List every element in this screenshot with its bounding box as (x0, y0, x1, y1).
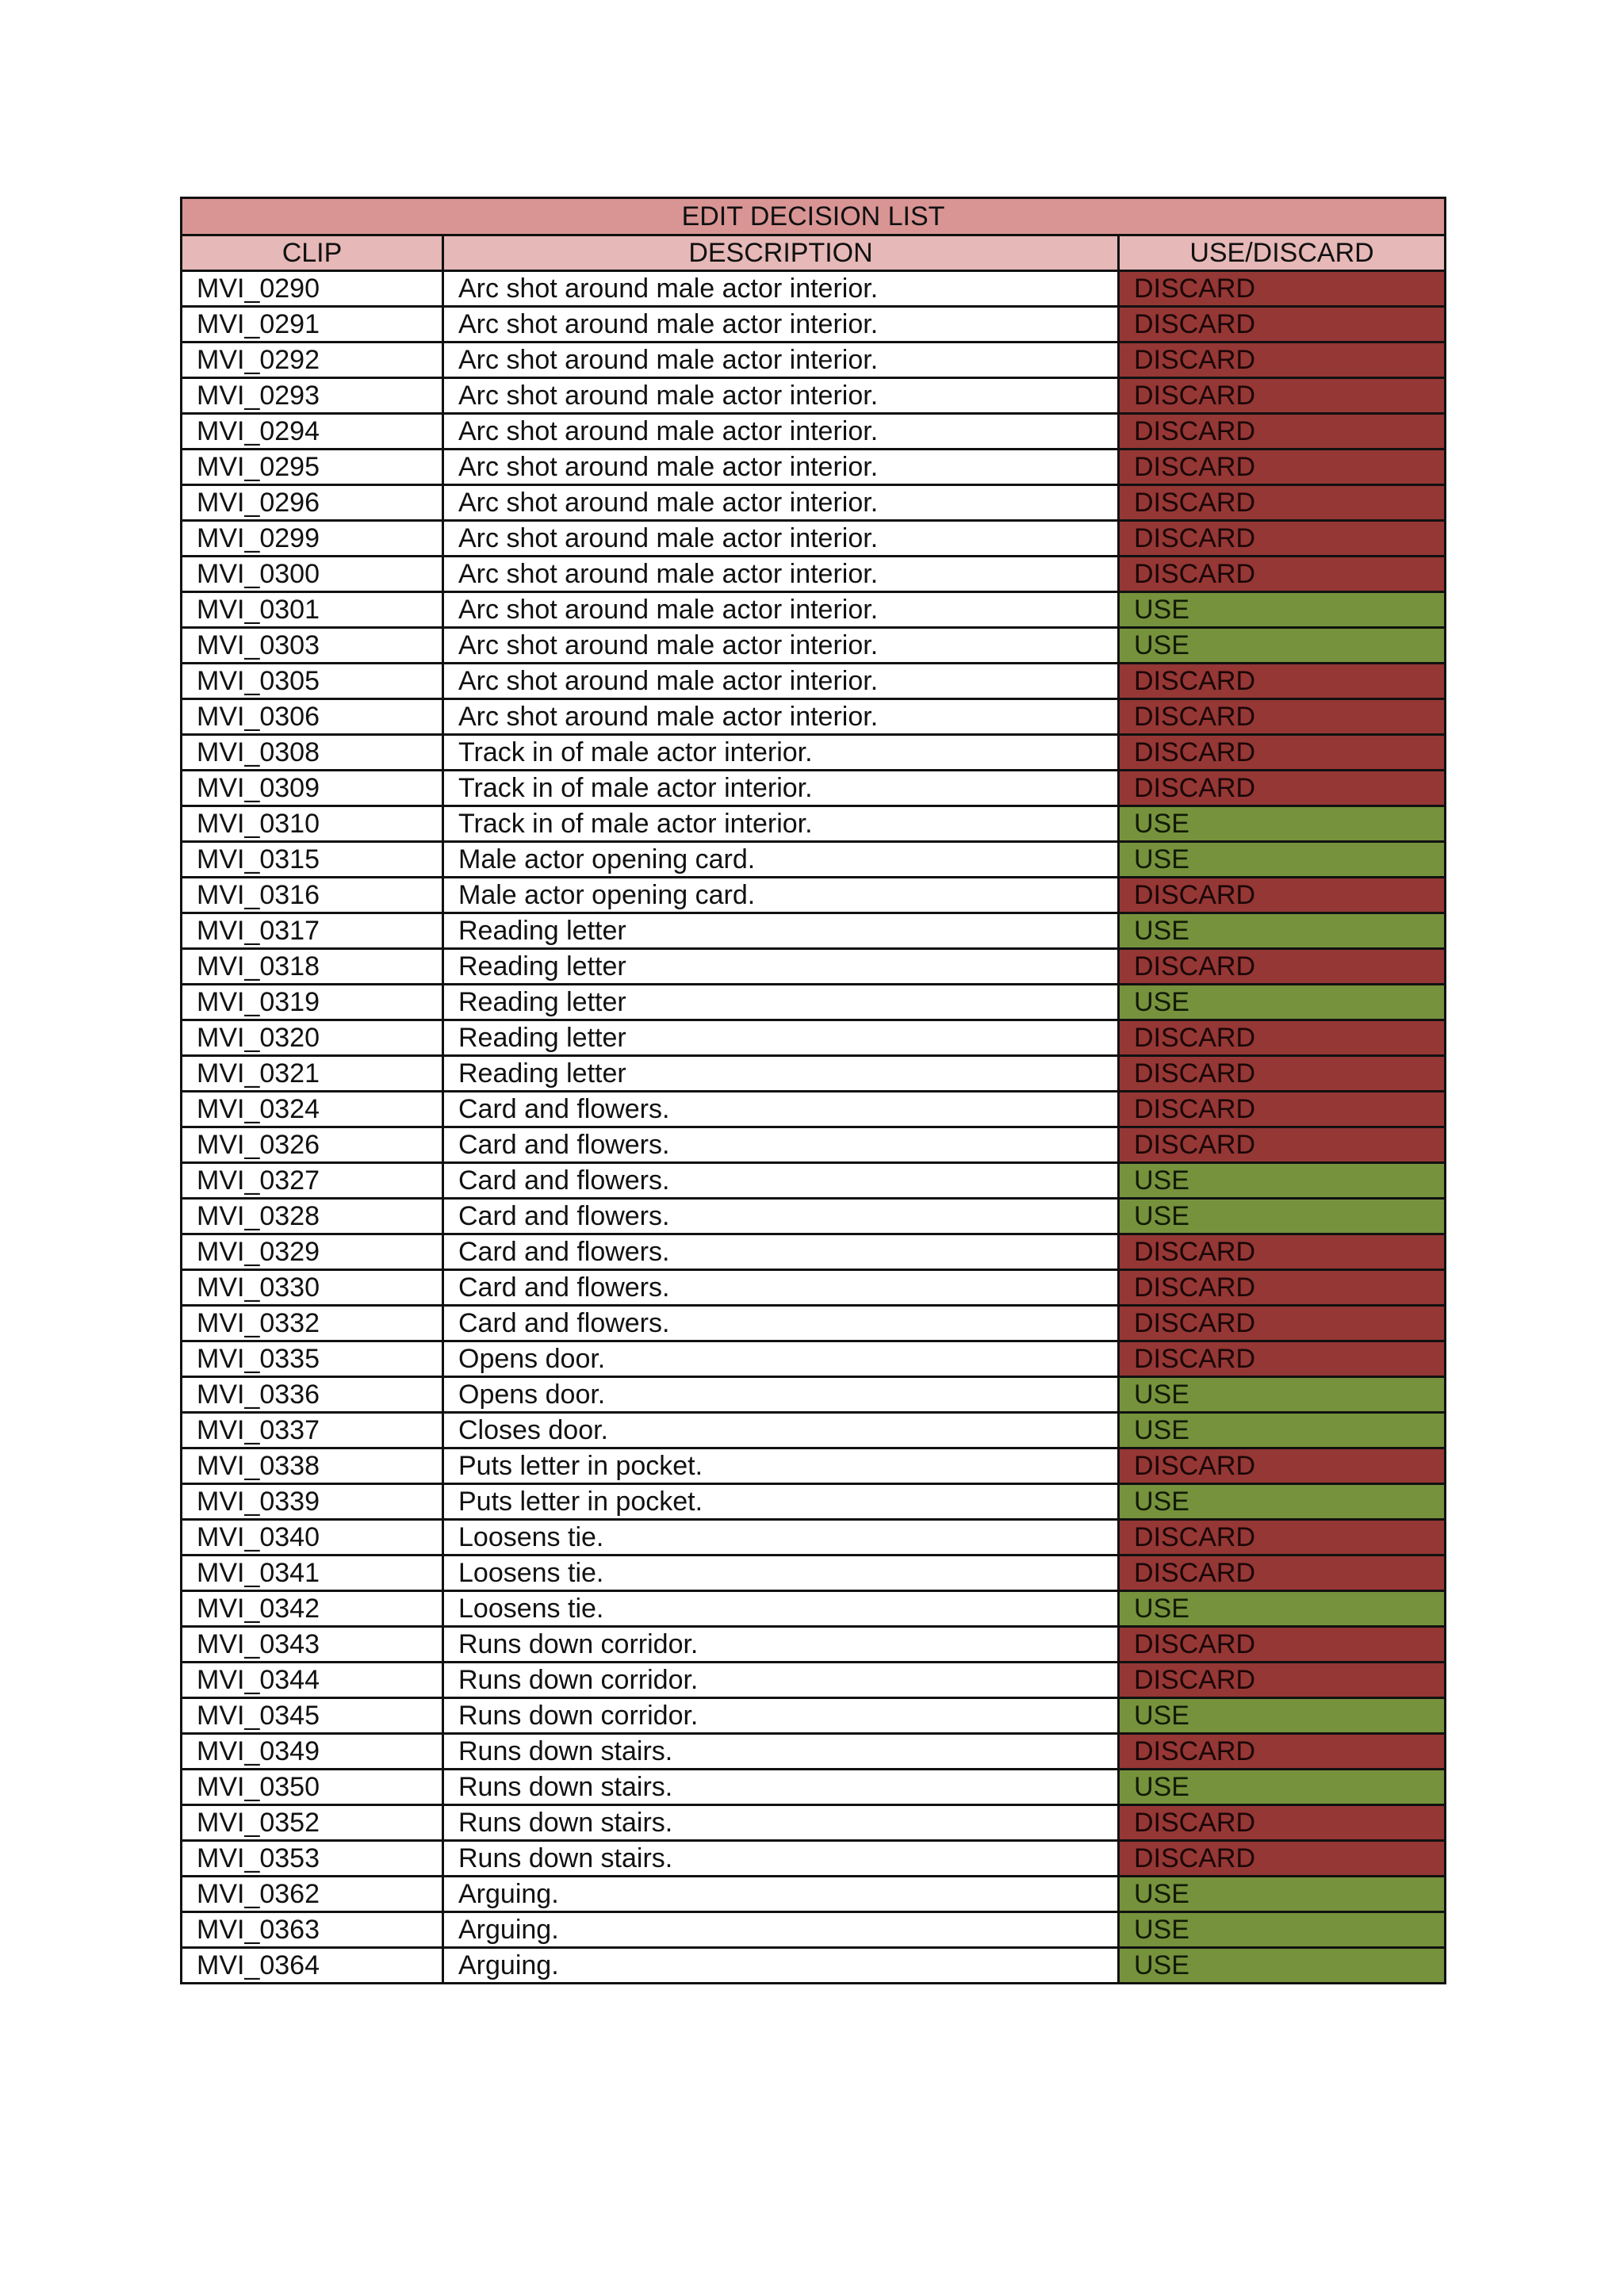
table-row (182, 414, 1446, 450)
status-cell: DISCARD (1119, 1092, 1446, 1127)
status-cell: DISCARD (1119, 1663, 1446, 1698)
status-cell: DISCARD (1119, 378, 1446, 414)
table-row (182, 485, 1446, 521)
description-cell: Card and flowers. (443, 1199, 1119, 1234)
table-row (182, 307, 1446, 342)
clip-cell: MVI_0310 (182, 806, 443, 842)
table-row (182, 1734, 1446, 1770)
status-cell: DISCARD (1119, 1734, 1446, 1770)
status-cell: DISCARD (1119, 699, 1446, 735)
status-cell: DISCARD (1119, 1127, 1446, 1163)
status-cell: DISCARD (1119, 521, 1446, 557)
clip-cell: MVI_0318 (182, 949, 443, 985)
table-row (182, 1877, 1446, 1912)
description-cell: Arc shot around male actor interior. (443, 521, 1119, 557)
clip-cell: MVI_0300 (182, 557, 443, 592)
clip-cell: MVI_0306 (182, 699, 443, 735)
description-cell: Runs down stairs. (443, 1734, 1119, 1770)
clip-cell: MVI_0362 (182, 1877, 443, 1912)
clip-cell: MVI_0337 (182, 1413, 443, 1448)
description-cell: Arc shot around male actor interior. (443, 664, 1119, 699)
clip-cell: MVI_0293 (182, 378, 443, 414)
table-row (182, 592, 1446, 628)
status-cell: DISCARD (1119, 1520, 1446, 1556)
description-cell: Arc shot around male actor interior. (443, 378, 1119, 414)
clip-cell: MVI_0294 (182, 414, 443, 450)
table-row (182, 1912, 1446, 1948)
description-cell: Runs down stairs. (443, 1770, 1119, 1805)
clip-cell: MVI_0335 (182, 1341, 443, 1377)
status-cell: USE (1119, 1199, 1446, 1234)
clip-cell: MVI_0350 (182, 1770, 443, 1805)
table-row (182, 1591, 1446, 1627)
description-cell: Card and flowers. (443, 1270, 1119, 1306)
description-cell: Loosens tie. (443, 1591, 1119, 1627)
status-cell: USE (1119, 842, 1446, 878)
status-cell: USE (1119, 1877, 1446, 1912)
table-row (182, 1341, 1446, 1377)
status-cell: USE (1119, 592, 1446, 628)
status-cell: USE (1119, 628, 1446, 664)
description-cell: Reading letter (443, 1020, 1119, 1056)
table-body (182, 271, 1446, 1984)
table-row (182, 913, 1446, 949)
clip-cell: MVI_0326 (182, 1127, 443, 1163)
description-cell: Reading letter (443, 949, 1119, 985)
table-row (182, 628, 1446, 664)
table-row (182, 1163, 1446, 1199)
table-row (182, 699, 1446, 735)
clip-cell: MVI_0352 (182, 1805, 443, 1841)
table-row (182, 450, 1446, 485)
description-cell: Male actor opening card. (443, 842, 1119, 878)
description-cell: Track in of male actor interior. (443, 771, 1119, 806)
description-cell: Runs down stairs. (443, 1841, 1119, 1877)
clip-cell: MVI_0332 (182, 1306, 443, 1341)
description-cell: Runs down corridor. (443, 1698, 1119, 1734)
table-row (182, 842, 1446, 878)
status-cell: DISCARD (1119, 1270, 1446, 1306)
description-cell: Arc shot around male actor interior. (443, 592, 1119, 628)
clip-cell: MVI_0339 (182, 1484, 443, 1520)
table-title: EDIT DECISION LIST (182, 198, 1446, 235)
clip-cell: MVI_0320 (182, 1020, 443, 1056)
table-row (182, 1627, 1446, 1663)
column-header-description: DESCRIPTION (443, 235, 1119, 271)
title-row (182, 198, 1446, 235)
clip-cell: MVI_0291 (182, 307, 443, 342)
status-cell: DISCARD (1119, 878, 1446, 913)
clip-cell: MVI_0292 (182, 342, 443, 378)
clip-cell: MVI_0353 (182, 1841, 443, 1877)
description-cell: Card and flowers. (443, 1234, 1119, 1270)
table-row (182, 985, 1446, 1020)
status-cell: DISCARD (1119, 1841, 1446, 1877)
clip-cell: MVI_0308 (182, 735, 443, 771)
status-cell: DISCARD (1119, 735, 1446, 771)
clip-cell: MVI_0321 (182, 1056, 443, 1092)
table-row (182, 1020, 1446, 1056)
table-row (182, 1484, 1446, 1520)
clip-cell: MVI_0305 (182, 664, 443, 699)
table-row (182, 557, 1446, 592)
clip-cell: MVI_0343 (182, 1627, 443, 1663)
status-cell: DISCARD (1119, 1341, 1446, 1377)
description-cell: Loosens tie. (443, 1520, 1119, 1556)
description-cell: Closes door. (443, 1413, 1119, 1448)
description-cell: Opens door. (443, 1341, 1119, 1377)
description-cell: Reading letter (443, 913, 1119, 949)
clip-cell: MVI_0327 (182, 1163, 443, 1199)
table-row (182, 664, 1446, 699)
description-cell: Runs down stairs. (443, 1805, 1119, 1841)
clip-cell: MVI_0363 (182, 1912, 443, 1948)
table-row (182, 342, 1446, 378)
description-cell: Card and flowers. (443, 1092, 1119, 1127)
clip-cell: MVI_0319 (182, 985, 443, 1020)
table-row (182, 1306, 1446, 1341)
status-cell: DISCARD (1119, 949, 1446, 985)
clip-cell: MVI_0290 (182, 271, 443, 307)
status-cell: DISCARD (1119, 342, 1446, 378)
clip-cell: MVI_0301 (182, 592, 443, 628)
table-row (182, 1234, 1446, 1270)
description-cell: Arc shot around male actor interior. (443, 271, 1119, 307)
description-cell: Reading letter (443, 1056, 1119, 1092)
status-cell: USE (1119, 1413, 1446, 1448)
table-row (182, 878, 1446, 913)
table-row (182, 1805, 1446, 1841)
column-header-clip: CLIP (182, 235, 443, 271)
description-cell: Arc shot around male actor interior. (443, 699, 1119, 735)
clip-cell: MVI_0345 (182, 1698, 443, 1734)
description-cell: Track in of male actor interior. (443, 806, 1119, 842)
table-row (182, 1092, 1446, 1127)
clip-cell: MVI_0344 (182, 1663, 443, 1698)
description-cell: Runs down corridor. (443, 1663, 1119, 1698)
status-cell: USE (1119, 1698, 1446, 1734)
description-cell: Loosens tie. (443, 1556, 1119, 1591)
table-row (182, 1841, 1446, 1877)
table-row (182, 1413, 1446, 1448)
column-header-status: USE/DISCARD (1119, 235, 1446, 271)
status-cell: USE (1119, 1484, 1446, 1520)
status-cell: DISCARD (1119, 450, 1446, 485)
status-cell: DISCARD (1119, 1306, 1446, 1341)
clip-cell: MVI_0328 (182, 1199, 443, 1234)
status-cell: DISCARD (1119, 771, 1446, 806)
status-cell: DISCARD (1119, 1056, 1446, 1092)
table-row (182, 521, 1446, 557)
status-cell: DISCARD (1119, 271, 1446, 307)
table-row (182, 1698, 1446, 1734)
clip-cell: MVI_0341 (182, 1556, 443, 1591)
status-cell: DISCARD (1119, 1234, 1446, 1270)
table-row (182, 1377, 1446, 1413)
description-cell: Arc shot around male actor interior. (443, 342, 1119, 378)
description-cell: Arguing. (443, 1877, 1119, 1912)
clip-cell: MVI_0329 (182, 1234, 443, 1270)
status-cell: DISCARD (1119, 1805, 1446, 1841)
table-row (182, 1556, 1446, 1591)
status-cell: DISCARD (1119, 485, 1446, 521)
description-cell: Track in of male actor interior. (443, 735, 1119, 771)
status-cell: USE (1119, 913, 1446, 949)
description-cell: Arguing. (443, 1948, 1119, 1984)
description-cell: Runs down corridor. (443, 1627, 1119, 1663)
status-cell: DISCARD (1119, 1448, 1446, 1484)
description-cell: Arc shot around male actor interior. (443, 450, 1119, 485)
clip-cell: MVI_0303 (182, 628, 443, 664)
status-cell: USE (1119, 1948, 1446, 1984)
description-cell: Male actor opening card. (443, 878, 1119, 913)
description-cell: Arc shot around male actor interior. (443, 307, 1119, 342)
table-row (182, 271, 1446, 307)
status-cell: DISCARD (1119, 414, 1446, 450)
description-cell: Arc shot around male actor interior. (443, 557, 1119, 592)
clip-cell: MVI_0316 (182, 878, 443, 913)
status-cell: USE (1119, 1163, 1446, 1199)
status-cell: USE (1119, 806, 1446, 842)
status-cell: DISCARD (1119, 1627, 1446, 1663)
description-cell: Card and flowers. (443, 1127, 1119, 1163)
description-cell: Opens door. (443, 1377, 1119, 1413)
description-cell: Card and flowers. (443, 1163, 1119, 1199)
table-row (182, 1448, 1446, 1484)
table-row (182, 735, 1446, 771)
clip-cell: MVI_0336 (182, 1377, 443, 1413)
status-cell: DISCARD (1119, 557, 1446, 592)
clip-cell: MVI_0324 (182, 1092, 443, 1127)
description-cell: Arguing. (443, 1912, 1119, 1948)
table-row (182, 1199, 1446, 1234)
clip-cell: MVI_0364 (182, 1948, 443, 1984)
description-cell: Arc shot around male actor interior. (443, 414, 1119, 450)
status-cell: USE (1119, 1912, 1446, 1948)
status-cell: DISCARD (1119, 1020, 1446, 1056)
status-cell: DISCARD (1119, 1556, 1446, 1591)
status-cell: USE (1119, 1770, 1446, 1805)
clip-cell: MVI_0315 (182, 842, 443, 878)
description-cell: Puts letter in pocket. (443, 1448, 1119, 1484)
table-row (182, 1127, 1446, 1163)
description-cell: Arc shot around male actor interior. (443, 485, 1119, 521)
clip-cell: MVI_0338 (182, 1448, 443, 1484)
description-cell: Card and flowers. (443, 1306, 1119, 1341)
table-row (182, 949, 1446, 985)
clip-cell: MVI_0340 (182, 1520, 443, 1556)
description-cell: Puts letter in pocket. (443, 1484, 1119, 1520)
clip-cell: MVI_0342 (182, 1591, 443, 1627)
table-row (182, 771, 1446, 806)
status-cell: DISCARD (1119, 307, 1446, 342)
table-row (182, 1520, 1446, 1556)
description-cell: Arc shot around male actor interior. (443, 628, 1119, 664)
status-cell: DISCARD (1119, 664, 1446, 699)
table-row (182, 378, 1446, 414)
clip-cell: MVI_0330 (182, 1270, 443, 1306)
edit-decision-list-table (180, 197, 1446, 1984)
table-row (182, 1270, 1446, 1306)
table-row (182, 1948, 1446, 1984)
status-cell: USE (1119, 985, 1446, 1020)
table-row (182, 806, 1446, 842)
description-cell: Reading letter (443, 985, 1119, 1020)
clip-cell: MVI_0317 (182, 913, 443, 949)
clip-cell: MVI_0299 (182, 521, 443, 557)
clip-cell: MVI_0296 (182, 485, 443, 521)
table-row (182, 1770, 1446, 1805)
clip-cell: MVI_0349 (182, 1734, 443, 1770)
clip-cell: MVI_0309 (182, 771, 443, 806)
table-row (182, 1663, 1446, 1698)
clip-cell: MVI_0295 (182, 450, 443, 485)
table-row (182, 1056, 1446, 1092)
status-cell: USE (1119, 1377, 1446, 1413)
header-row (182, 235, 1446, 271)
status-cell: USE (1119, 1591, 1446, 1627)
